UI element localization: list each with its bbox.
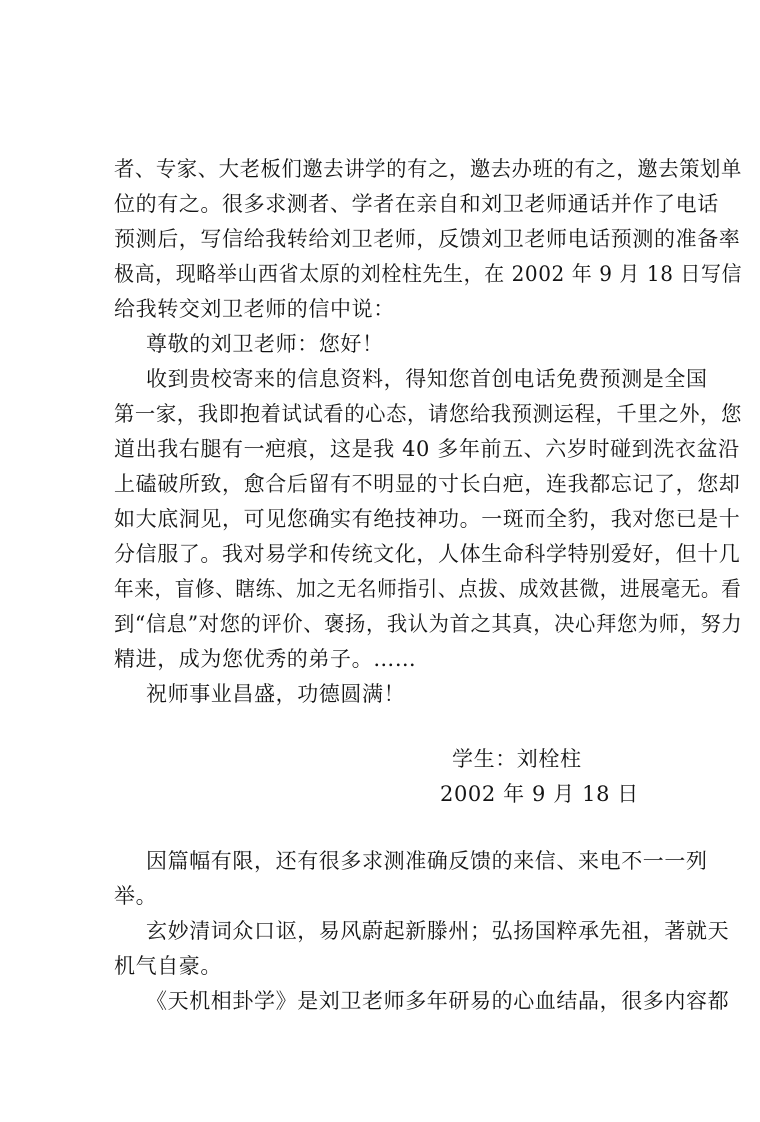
text-line: 到“信息”对您的评价、褒扬，我认为首之其真，决心拜您为师，努力 [114,612,743,636]
text-line: 玄妙清词众口讴，易风蔚起新滕州；弘扬国粹承先祖，著就天 [146,919,730,943]
text-line: 机气自豪。 [114,954,222,978]
text-line: 如大底洞见，可见您确实有绝技神功。一斑而全豹，我对您已是十 [114,507,741,531]
letter-salutation: 尊敬的刘卫老师：您好！ [146,332,384,356]
text-line: 分信服了。我对易学和传统文化，人体生命科学特别爱好，但十几 [114,542,741,566]
text-line: 因篇幅有限，还有很多求测准确反馈的来信、来电不一一列 [146,849,708,873]
text-line: 上磕破所致，愈合后留有不明显的寸长白疤，连我都忘记了，您却 [114,472,741,496]
text-line: 《天机相卦学》是刘卫老师多年研易的心血结晶，很多内容都 [146,989,730,1013]
text-line: 精进，成为您优秀的弟子。…… [114,647,417,671]
text-line: 道出我右腿有一疤痕，这是我 40 多年前五、六岁时碰到洗衣盆沿 [114,437,740,461]
text-line: 预测后，写信给我转给刘卫老师，反馈刘卫老师电话预测的准备率 [114,227,741,251]
letter-signature: 学生：刘栓柱 [452,747,582,771]
text-line: 者、专家、大老板们邀去讲学的有之，邀去办班的有之，邀去策划单 [114,157,742,181]
letter-closing: 祝师事业昌盛，功德圆满！ [146,682,406,706]
text-line: 年来，盲修、瞎练、加之无名师指引、点拔、成效甚微，进展毫无。看 [114,577,742,601]
text-line: 位的有之。很多求测者、学者在亲自和刘卫老师通话并作了电话 [114,192,719,216]
text-line: 收到贵校寄来的信息资料，得知您首创电话免费预测是全国 [146,367,708,391]
letter-date: 2002 年 9 月 18 日 [440,782,639,806]
text-line: 极高，现略举山西省太原的刘栓柱先生，在 2002 年 9 月 18 日写信 [114,262,743,286]
text-line: 第一家，我即抱着试试看的心态，请您给我预测运程，千里之外，您 [114,402,742,426]
text-line: 给我转交刘卫老师的信中说： [114,297,395,321]
text-line: 举。 [114,884,158,908]
